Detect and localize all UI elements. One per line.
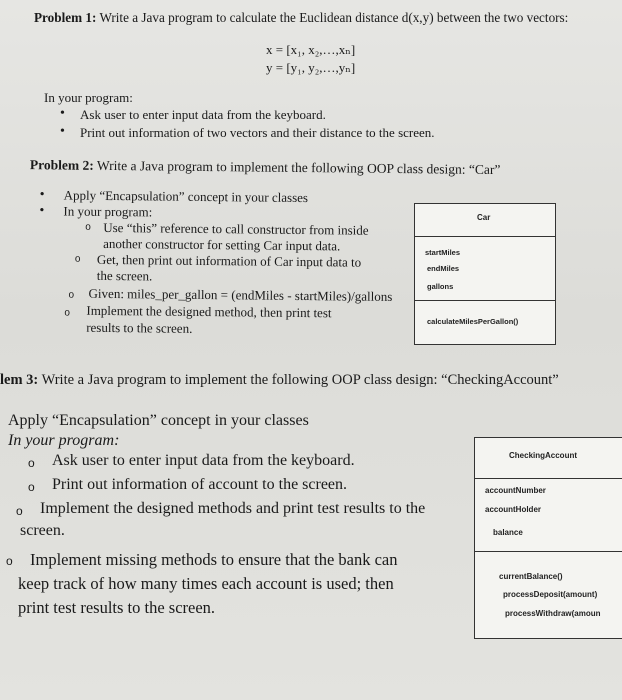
car-methods-section xyxy=(415,301,555,345)
checking-account-method: currentBalance() xyxy=(499,572,563,581)
problem2-label: Problem 2: xyxy=(29,157,94,173)
problem3-item-4-cont: print test results to the screen. xyxy=(18,598,216,617)
problem2-item-1-cont: another constructor for setting Car input data. xyxy=(103,235,341,254)
car-attributes-section xyxy=(415,237,555,301)
problem2-heading xyxy=(30,157,501,178)
checking-account-attribute: accountHolder xyxy=(485,505,542,514)
problem2-item-4: Implement the designed method, then print test xyxy=(86,302,332,321)
problem2-item-2: Get, then print out information of Car input data to xyxy=(96,251,362,270)
problem2-bullet-1: Apply “Encapsulation” concept in your classes xyxy=(63,187,309,206)
checking-account-method: processDeposit(amount) xyxy=(503,590,598,599)
sub-bullet-circle: o xyxy=(28,456,35,470)
checking-account-method: processWithdraw(amoun xyxy=(505,609,601,618)
problem2-item-1: Use “this” reference to call constructor from inside xyxy=(103,219,369,238)
problem1-intro: In your program: xyxy=(44,90,133,105)
problem2-title: Write a Java program to implement the following OOP class design: “Car” xyxy=(96,157,501,178)
checking-account-attribute: balance xyxy=(493,528,523,537)
car-uml-diagram xyxy=(414,203,556,345)
problem3-title: Write a Java program to implement the following OOP class design: “CheckingAccount” xyxy=(41,372,559,388)
checking-account-uml-diagram xyxy=(474,437,622,639)
problem1-title: Write a Java program to calculate the Euclidean distance d(x,y) between the two vectors: xyxy=(99,10,569,25)
problem1-bullet-2: Print out information of two vectors and their distance to the screen. xyxy=(80,125,435,140)
sub-bullet-circle: o xyxy=(28,480,35,494)
car-attribute: gallons xyxy=(427,282,454,291)
car-attribute: endMiles xyxy=(427,264,460,273)
sub-bullet-circle: o xyxy=(64,307,71,319)
car-attribute: startMiles xyxy=(425,248,461,257)
checking-account-attributes-section xyxy=(475,479,622,552)
sub-bullet-circle: o xyxy=(68,289,75,301)
checking-account-class-name: CheckingAccount xyxy=(509,451,578,460)
vector-y-equation: y = [y₁, y₂,…,yₙ] xyxy=(266,60,356,75)
car-class-name: Car xyxy=(477,213,491,222)
problem3-item-1: Ask user to enter input data from the keyboard. xyxy=(52,452,355,469)
sub-bullet-circle: o xyxy=(74,253,81,265)
sub-bullet-circle: o xyxy=(6,554,13,568)
problem2-item-2-cont: the screen. xyxy=(96,267,153,284)
sub-bullet-circle: o xyxy=(16,504,23,518)
problem1-bullet-1: Ask user to enter input data from the keyboard. xyxy=(80,107,326,122)
problem2-item-3: Given: miles_per_gallon = (endMiles - startMiles)/gallons xyxy=(88,285,393,304)
checking-account-attribute: accountNumber xyxy=(485,486,546,495)
checking-account-class-name-section xyxy=(475,438,622,479)
problem3-label: lem 3: xyxy=(0,372,39,388)
car-method: calculateMilesPerGallon() xyxy=(427,317,519,326)
problem3-item-2: Print out information of account to the screen. xyxy=(52,476,348,493)
problem3-line-2: In your program: xyxy=(8,432,120,449)
problem3-item-3-cont: screen. xyxy=(20,522,65,539)
problem3-item-4: Implement missing methods to ensure that the bank can xyxy=(30,550,398,569)
vector-x-equation: x = [x₁, x₂,…,xₙ] xyxy=(266,42,356,57)
problem2-item-4-cont: results to the screen. xyxy=(86,319,193,336)
bullet-dot xyxy=(40,187,45,203)
problem3-heading xyxy=(0,372,559,389)
problem1-label: Problem 1: xyxy=(34,10,97,25)
sub-bullet-circle: o xyxy=(85,221,91,233)
problem3-line-1: Apply “Encapsulation” concept in your classes xyxy=(8,412,309,429)
problem2-bullet-2: In your program: xyxy=(63,203,153,220)
checking-account-methods-section xyxy=(475,552,622,638)
problem3-item-3: Implement the designed methods and print test results to the xyxy=(40,500,426,517)
car-class-name-section xyxy=(415,204,555,237)
problem3-item-4-cont: keep track of how many times each account is used; then xyxy=(18,574,394,593)
bullet-dot xyxy=(39,203,44,219)
